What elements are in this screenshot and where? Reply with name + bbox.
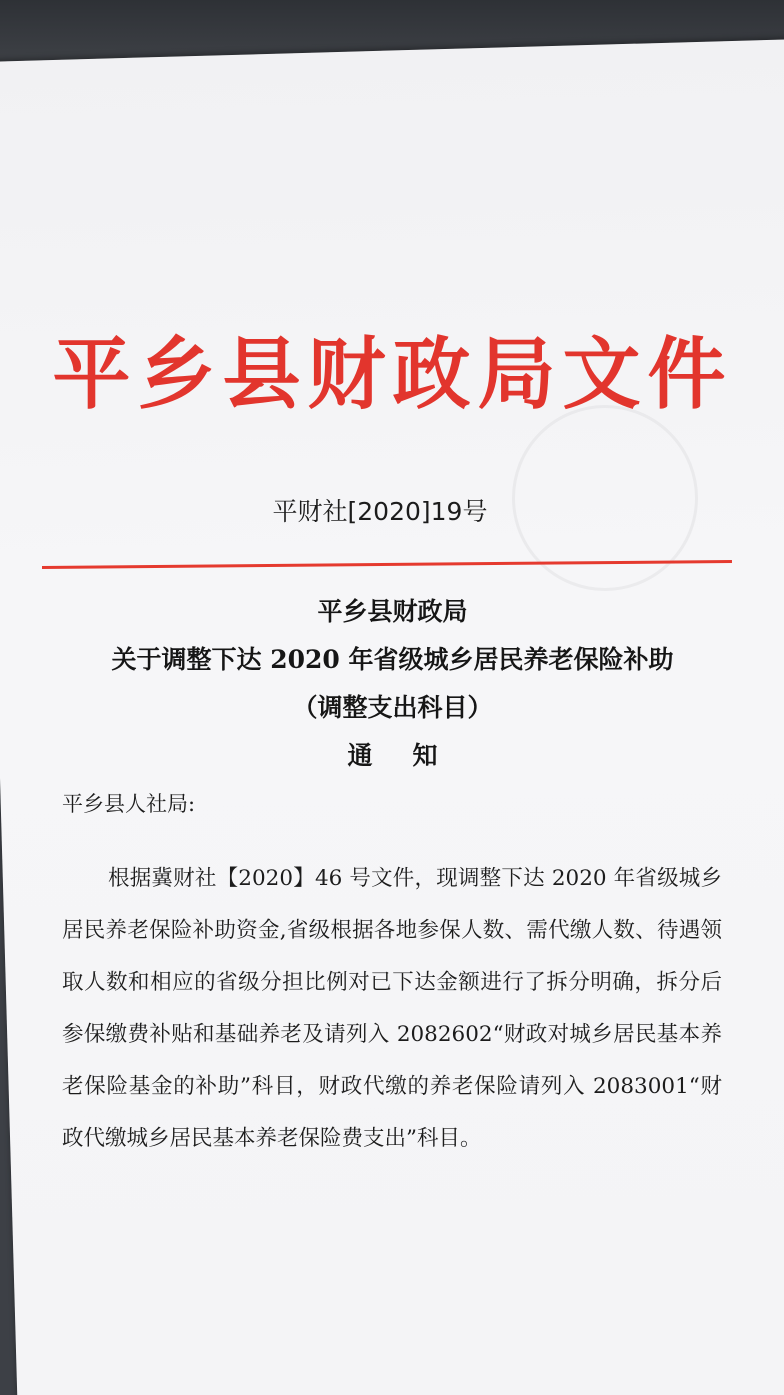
document-number: 平财社[2020]19号: [272, 497, 488, 526]
document-title: [40, 588, 745, 780]
title-line-issuer: 平乡县财政局: [317, 597, 468, 626]
title-line-note: （调整支出科目）: [292, 693, 493, 722]
document-header: 平乡县财政局文件: [52, 329, 733, 420]
body-paragraph: 根据冀财社【2020】46 号文件，现调整下达 2020 年省级城乡居民养老保险补助资金,省级根据各地参保人数、需代缴人数、待遇领取人数和相应的省级分担比例对已下达金额进行了拆分明确，拆分后参保缴费补贴和基础养老及请列入 2082602“财政对城乡居民基本养老保险基金的补助”科目，财政代缴的养老保险请列入 2083001“财政代缴城乡居民基本养老保险费支出”科目。: [62, 866, 722, 1151]
header-divider: [42, 560, 732, 569]
title-line-notice: 通知: [347, 741, 478, 770]
title-line-subject: 关于调整下达 2020 年省级城乡居民养老保险补助: [111, 645, 674, 674]
addressee: 平乡县人社局:: [62, 792, 196, 816]
